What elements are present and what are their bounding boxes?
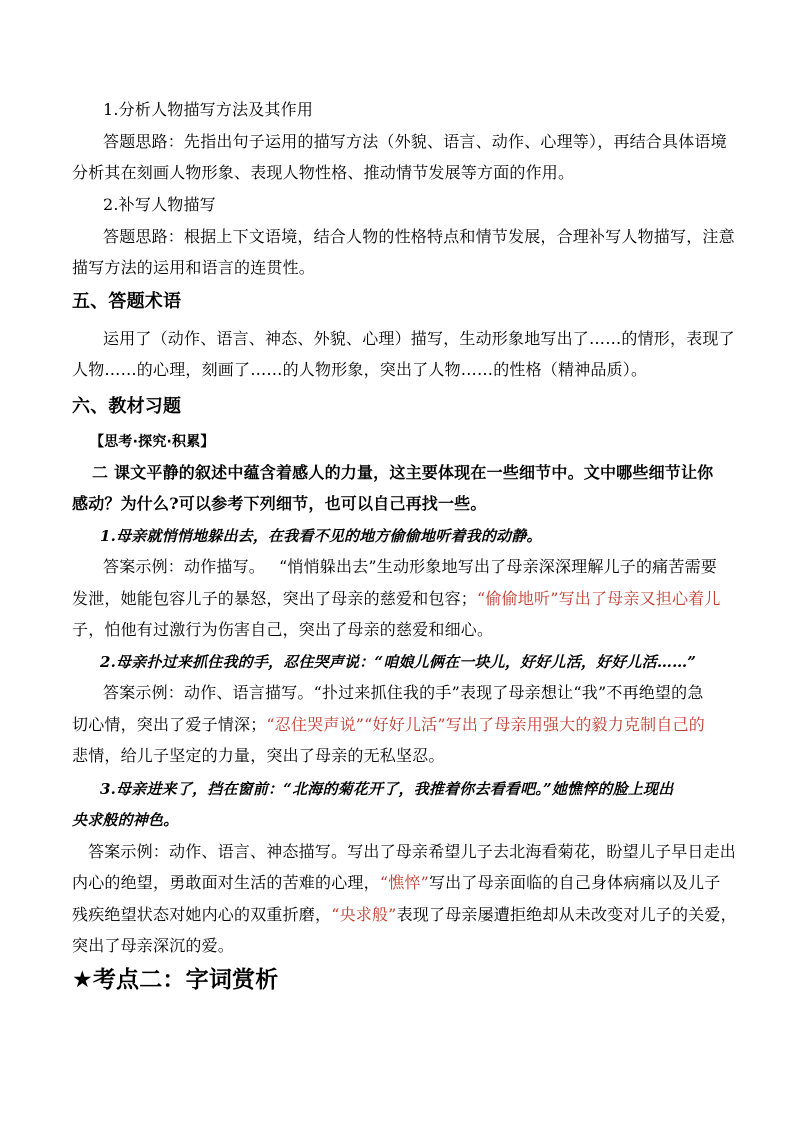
section6-heading: 六、教材习题: [72, 396, 182, 417]
item1-paragraph-line2: 分析其在刻画人物形象、表现人物性格、推动情节发展等方面的作用。: [72, 163, 575, 182]
item2-title: 2.补写人物描写: [103, 195, 216, 214]
detail2-answer-text: 切心情，突出了爱子情深；: [72, 715, 267, 734]
detail3-answer-text-cont: 写出了母亲面临的自己身体病痛以及儿子: [428, 873, 721, 892]
detail1-title: 1.母亲就悄悄地躲出去，在我看不见的地方偷偷地听着我的动静。: [100, 527, 542, 545]
detail1-answer-text: 发泄，她能包容儿子的暴怒，突出了母亲的慈爱和包容；: [72, 589, 478, 608]
detail2-title: 2.母亲扑过来抓住我的手，忍住哭声说：“咱娘儿俩在一块儿，好好儿活，好好儿活……”: [100, 653, 697, 671]
detail1-answer-prefix: 答案示例：动作描写。: [103, 557, 266, 576]
item2-paragraph-line1: 答题思路：根据上下文语境，结合人物的性格特点和情节发展，合理补写人物描写，注意: [103, 227, 735, 246]
item1-paragraph-line1: 答题思路：先指出句子运用的描写方法（外貌、语言、动作、心理等），再结合具体语境: [103, 132, 727, 151]
question-line1: 二 课文平静的叙述中蕴含着感人的力量，这主要体现在一些细节中。文中哪些细节让你: [92, 463, 714, 482]
detail1-answer-line2: [72, 589, 721, 609]
detail3-answer-highlight-red2: “央求般”: [331, 905, 397, 924]
section6-label: 【思考·探究·积累】: [90, 434, 215, 450]
section5-paragraph-line2: 人物……的心理，刻画了……的人物形象，突出了人物……的性格（精神品质）。: [72, 360, 648, 379]
question-line2: 感动？为什么?可以参考下列细节，也可以自己再找一些。: [72, 494, 487, 513]
detail3-answer-text2-cont: 表现了母亲屡遭拒绝却从未改变对儿子的关爱，: [396, 905, 737, 924]
detail3-answer-line2: [72, 873, 721, 893]
detail3-answer-highlight-red: “憔悴”: [379, 873, 429, 892]
detail3-answer-text: 内心的绝望，勇敢面对生活的苦难的心理，: [72, 873, 380, 892]
detail1-answer-line3: 子，怕他有过激行为伤害自己，突出了母亲的慈爱和细心。: [72, 620, 494, 639]
detail1-answer-line1: [103, 557, 717, 577]
detail2-answer-line1: 答案示例：动作、语言描写。“扑过来抓住我的手”表现了母亲想让“我”不再绝望的急: [103, 683, 704, 702]
detail3-title-line1: 3.母亲进来了，挡在窗前：“北海的菊花开了，我推着你去看看吧。”她憔悴的脸上现出: [100, 780, 674, 798]
detail2-answer-line3: 悲情，给儿子坚定的力量，突出了母亲的无私坚忍。: [72, 746, 445, 765]
detail1-answer-highlight-red: “偷偷地听”写出了母亲又担心着儿: [477, 589, 721, 608]
detail1-answer-highlight: “悄悄躲出去”生动形象地写出了母亲深深理解儿子的痛苦需要: [279, 557, 717, 576]
detail2-answer-highlight-red: “忍住哭声说”“好好儿活”写出了母亲用强大的毅力克制自己的: [266, 715, 705, 734]
detail2-answer-line2: [72, 715, 705, 735]
section5-heading: 五、答题术语: [72, 291, 182, 312]
footer-heading: ★考点二：字词赏析: [72, 967, 279, 993]
detail3-answer-line3: [72, 905, 737, 925]
section5-paragraph-line1: 运用了（动作、语言、神态、外貌、心理）描写，生动形象地写出了……的情形，表现了: [103, 329, 735, 348]
detail3-title-line2: 央求般的神色。: [72, 811, 179, 829]
detail3-answer-text2: 残疾绝望状态对她内心的双重折磨，: [72, 905, 332, 924]
detail3-answer-line4: 突出了母亲深沉的爱。: [72, 936, 235, 955]
item1-title: 1.分析人物描写方法及其作用: [103, 100, 314, 119]
item2-paragraph-line2: 描写方法的运用和语言的连贯性。: [72, 258, 316, 277]
detail3-answer-line1: 答案示例：动作、语言、神态描写。写出了母亲希望儿子去北海看菊花，盼望儿子早日走出: [88, 842, 737, 861]
